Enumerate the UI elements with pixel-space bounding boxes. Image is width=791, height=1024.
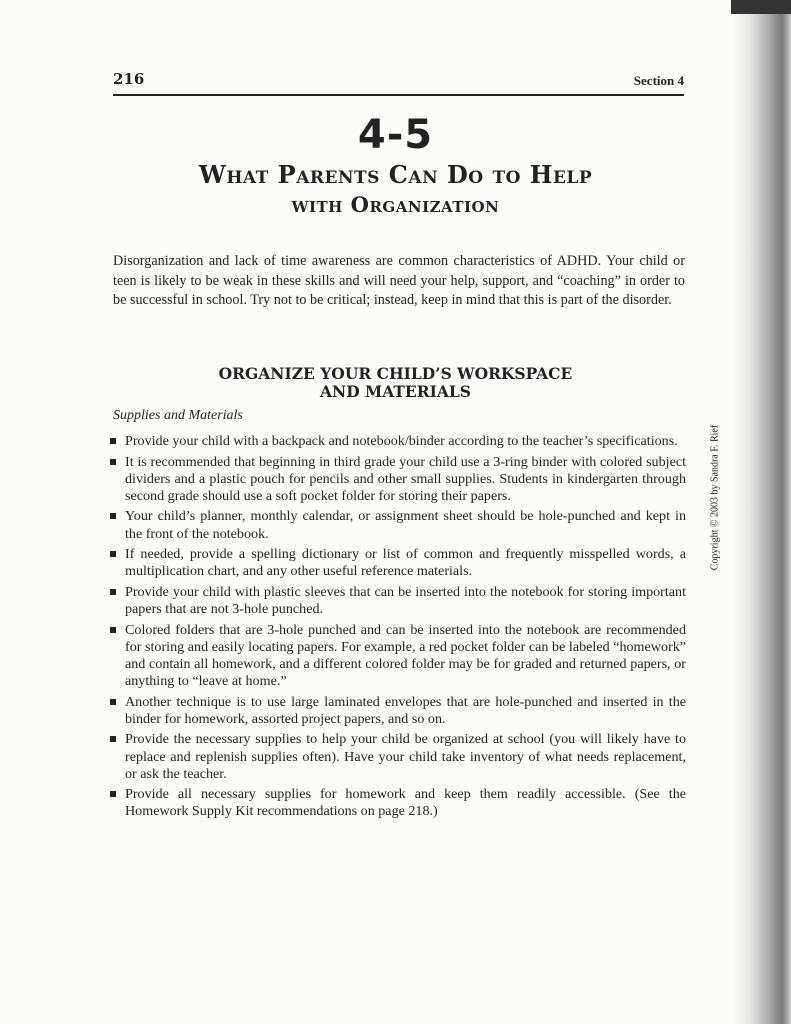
page-title-line-2: with Organization (291, 192, 500, 217)
list-item-text: Provide your child with a backpack and notebook/binder according to the teacher’s specifications. (125, 433, 678, 449)
square-bullet-icon (110, 627, 116, 633)
page-title-line-1: What Parents Can Do to Help (198, 160, 593, 189)
list-item-text: Provide all necessary supplies for homework and keep them readily accessible. (See the Homework Supply Kit recommendations on page 218.) (125, 786, 686, 820)
handout-number: 4-5 (357, 112, 434, 158)
list-item (108, 546, 686, 580)
section-heading-line-2: AND MATERIALS (320, 382, 471, 401)
list-item-text: It is recommended that beginning in third grade your child use a 3-ring binder with colored subject dividers and a plastic pouch for pencils and other small supplies. Students in kindergarten through second grade should use a soft pocket folder for storing their papers. (125, 453, 686, 504)
list-item-text: Another technique is to use large laminated envelopes that are hole-punched and inserted in the binder for homework, assorted project papers, and so on. (125, 693, 686, 727)
list-item (108, 622, 686, 691)
list-item-text: Colored folders that are 3-hole punched and can be inserted into the notebook are recommended for storing and easily locating papers. For example, a red pocket folder can be labeled “homework” and contain all homework, and a different colored folder may be for graded and returned papers, or anything to “leave at home.” (125, 621, 686, 690)
list-item (108, 584, 686, 618)
list-item (108, 433, 686, 450)
square-bullet-icon (110, 791, 116, 797)
list-item-text: Provide your child with plastic sleeves that can be inserted into the notebook for storing important papers that are not 3-hole punched. (125, 583, 686, 618)
square-bullet-icon (110, 699, 116, 705)
intro-paragraph: Disorganization and lack of time awareness are common characteristics of ADHD. Your child or teen is likely to be weak in these skills and will need your help, support, and “coaching” in order to be successful in school. Try not to be critical; instead, keep in mind that this is part of the disorder. (113, 253, 685, 309)
section-heading-line-1: ORGANIZE YOUR CHILD’S WORKSPACE (218, 364, 573, 383)
section-label: Section 4 (633, 73, 684, 88)
list-item-text: Your child’s planner, monthly calendar, or assignment sheet should be hole-punched and kept in the front of the notebook. (125, 508, 686, 542)
square-bullet-icon (110, 513, 116, 519)
list-item-text: If needed, provide a spelling dictionary or list of common and frequently misspelled words, a multiplication chart, and any other useful reference materials. (125, 546, 686, 580)
list-item (108, 786, 686, 820)
binding-edge (731, 0, 791, 14)
list-item (108, 454, 686, 506)
page-number: 216 (113, 70, 145, 88)
list-item-text: Provide the necessary supplies to help your child be organized at school (you will likely have to replace and replenish supplies often). Have your child take inventory of what needs replacement, or ask the teacher. (125, 731, 686, 782)
copyright-notice: Copyright © 2003 by Sandra F. Rief (709, 424, 721, 571)
square-bullet-icon (110, 736, 116, 742)
square-bullet-icon (110, 438, 116, 444)
subsection-label: Supplies and Materials (113, 408, 243, 423)
list-item (108, 694, 686, 728)
list-item (108, 508, 686, 542)
square-bullet-icon (110, 551, 116, 557)
page-header (113, 70, 684, 96)
supplies-list (108, 433, 686, 824)
square-bullet-icon (110, 459, 116, 465)
square-bullet-icon (110, 589, 116, 595)
list-item (108, 731, 686, 783)
